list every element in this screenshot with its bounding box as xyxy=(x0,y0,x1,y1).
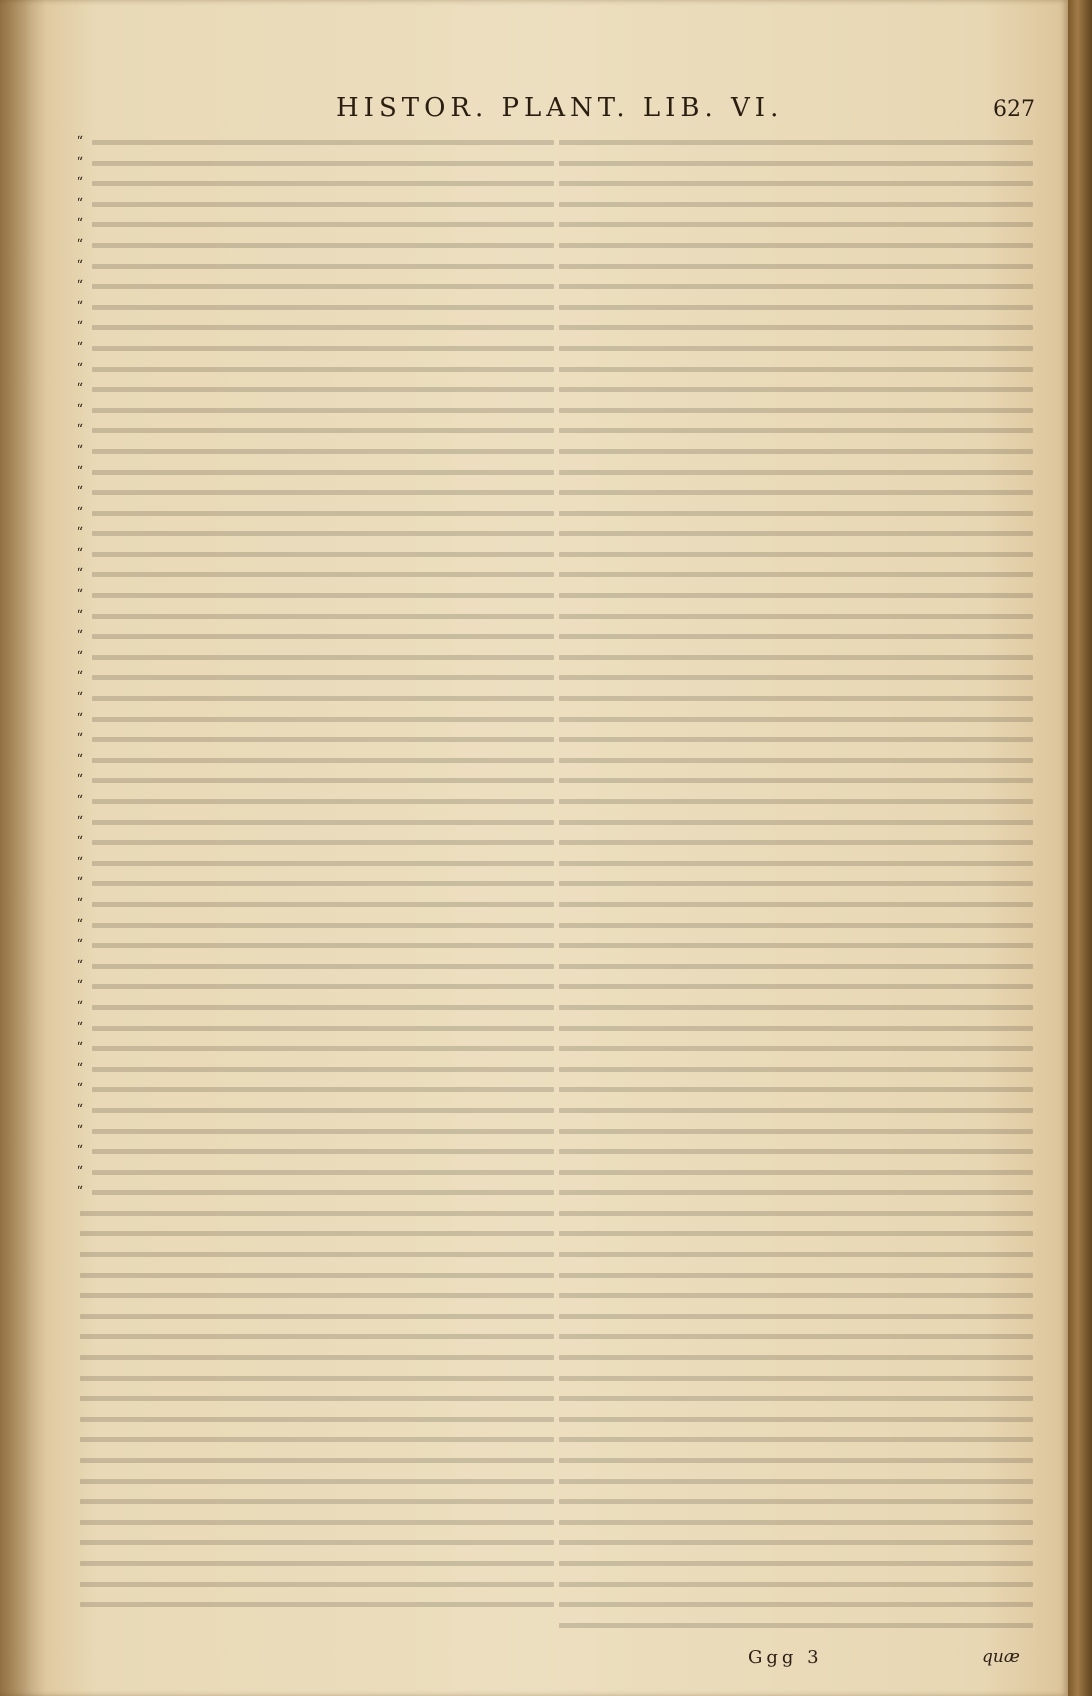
text-line xyxy=(78,1100,558,1121)
text-line xyxy=(78,1512,558,1533)
text-line xyxy=(557,1512,1037,1533)
text-line xyxy=(78,1265,558,1286)
text-line xyxy=(78,1059,558,1080)
text-line xyxy=(78,606,558,627)
text-line xyxy=(78,585,558,606)
text-line xyxy=(78,317,558,338)
text-line xyxy=(78,1553,558,1574)
text-line xyxy=(78,1532,558,1553)
text-line xyxy=(557,1532,1037,1553)
text-line xyxy=(78,750,558,771)
text-line xyxy=(557,214,1037,235)
text-line xyxy=(557,503,1037,524)
text-line xyxy=(557,853,1037,874)
text-line xyxy=(557,1326,1037,1347)
text-line xyxy=(78,935,558,956)
text-line xyxy=(557,626,1037,647)
text-line xyxy=(78,812,558,833)
text-line xyxy=(78,1244,558,1265)
text-line xyxy=(557,729,1037,750)
text-line xyxy=(557,1203,1037,1224)
text-line xyxy=(557,1162,1037,1183)
text-line xyxy=(78,276,558,297)
text-line xyxy=(78,132,558,153)
text-line xyxy=(557,1471,1037,1492)
text-line xyxy=(557,564,1037,585)
text-line xyxy=(78,235,558,256)
text-line xyxy=(557,523,1037,544)
text-line xyxy=(557,1409,1037,1430)
page-number: 627 xyxy=(993,97,1035,122)
text-line xyxy=(557,812,1037,833)
text-line xyxy=(557,400,1037,421)
text-line xyxy=(78,729,558,750)
text-line xyxy=(78,338,558,359)
text-line xyxy=(78,853,558,874)
text-line xyxy=(557,1265,1037,1286)
text-line xyxy=(78,544,558,565)
text-line xyxy=(78,153,558,174)
signature-mark: Ggg 3 xyxy=(748,1647,823,1668)
text-line xyxy=(78,791,558,812)
text-line xyxy=(557,1306,1037,1327)
text-line xyxy=(78,1285,558,1306)
text-line xyxy=(78,873,558,894)
text-line xyxy=(78,482,558,503)
text-line xyxy=(557,173,1037,194)
text-line xyxy=(78,667,558,688)
text-line xyxy=(557,770,1037,791)
text-line xyxy=(78,359,558,380)
text-line xyxy=(78,214,558,235)
text-line xyxy=(557,915,1037,936)
text-line xyxy=(78,1223,558,1244)
text-line xyxy=(557,1491,1037,1512)
text-line xyxy=(557,1244,1037,1265)
text-line xyxy=(557,585,1037,606)
text-line xyxy=(557,1100,1037,1121)
text-line xyxy=(78,1347,558,1368)
text-line xyxy=(78,1574,558,1595)
text-line xyxy=(78,503,558,524)
text-line xyxy=(557,976,1037,997)
text-line xyxy=(557,235,1037,256)
text-line xyxy=(557,462,1037,483)
text-line xyxy=(557,544,1037,565)
text-line xyxy=(557,482,1037,503)
text-line xyxy=(557,667,1037,688)
text-line xyxy=(78,297,558,318)
text-line xyxy=(557,1429,1037,1450)
text-line xyxy=(78,420,558,441)
text-line xyxy=(557,935,1037,956)
text-line xyxy=(557,1018,1037,1039)
text-line xyxy=(557,1182,1037,1203)
text-line xyxy=(78,379,558,400)
text-line xyxy=(78,1388,558,1409)
text-line xyxy=(557,1615,1037,1636)
text-line xyxy=(78,770,558,791)
text-line xyxy=(78,441,558,462)
text-line xyxy=(78,400,558,421)
text-line xyxy=(78,173,558,194)
text-line xyxy=(78,1141,558,1162)
text-line xyxy=(78,647,558,668)
text-line xyxy=(78,688,558,709)
text-line xyxy=(557,1038,1037,1059)
text-line xyxy=(557,1368,1037,1389)
text-line xyxy=(78,956,558,977)
text-line xyxy=(557,1079,1037,1100)
text-line xyxy=(557,791,1037,812)
text-line xyxy=(557,1450,1037,1471)
text-line xyxy=(78,709,558,730)
text-line xyxy=(78,1162,558,1183)
text-line xyxy=(78,194,558,215)
text-line xyxy=(557,750,1037,771)
text-line xyxy=(78,997,558,1018)
text-line xyxy=(78,1450,558,1471)
running-title: HISTOR. PLANT. LIB. VI. xyxy=(336,93,784,123)
text-line xyxy=(557,1574,1037,1595)
text-line xyxy=(557,709,1037,730)
text-line xyxy=(557,1388,1037,1409)
text-line xyxy=(557,379,1037,400)
text-line xyxy=(557,153,1037,174)
text-line xyxy=(78,1368,558,1389)
text-line xyxy=(557,1141,1037,1162)
text-line xyxy=(557,1285,1037,1306)
catchword: quæ xyxy=(982,1647,1020,1667)
text-line xyxy=(78,1594,558,1615)
text-line xyxy=(557,606,1037,627)
text-line xyxy=(557,894,1037,915)
text-line xyxy=(557,873,1037,894)
text-line xyxy=(78,1409,558,1430)
text-line xyxy=(78,626,558,647)
text-line xyxy=(557,688,1037,709)
text-line xyxy=(78,1471,558,1492)
text-line xyxy=(557,297,1037,318)
text-line xyxy=(557,1121,1037,1142)
text-line xyxy=(78,462,558,483)
text-line xyxy=(557,1347,1037,1368)
text-line xyxy=(557,1594,1037,1615)
text-line xyxy=(557,997,1037,1018)
text-line xyxy=(557,956,1037,977)
text-line xyxy=(557,276,1037,297)
text-line xyxy=(557,1223,1037,1244)
text-line xyxy=(78,1491,558,1512)
text-line xyxy=(78,976,558,997)
text-line xyxy=(78,564,558,585)
text-line xyxy=(78,256,558,277)
text-line xyxy=(557,256,1037,277)
left-text-column xyxy=(78,132,558,1615)
text-line xyxy=(557,647,1037,668)
text-line xyxy=(557,317,1037,338)
text-line xyxy=(78,1326,558,1347)
text-line xyxy=(78,1018,558,1039)
text-line xyxy=(557,338,1037,359)
text-line xyxy=(557,132,1037,153)
text-line xyxy=(78,1182,558,1203)
text-line xyxy=(78,1079,558,1100)
text-line xyxy=(78,1306,558,1327)
text-line xyxy=(78,1429,558,1450)
text-line xyxy=(78,915,558,936)
text-line xyxy=(557,441,1037,462)
text-line xyxy=(557,420,1037,441)
text-line xyxy=(78,523,558,544)
text-line xyxy=(78,832,558,853)
right-text-column xyxy=(557,132,1037,1635)
text-line xyxy=(78,1038,558,1059)
text-line xyxy=(557,194,1037,215)
book-edge xyxy=(1068,0,1092,1696)
text-line xyxy=(557,1059,1037,1080)
text-line xyxy=(78,894,558,915)
text-line xyxy=(557,832,1037,853)
text-line xyxy=(78,1121,558,1142)
text-line xyxy=(557,359,1037,380)
text-line xyxy=(557,1553,1037,1574)
text-line xyxy=(78,1203,558,1224)
